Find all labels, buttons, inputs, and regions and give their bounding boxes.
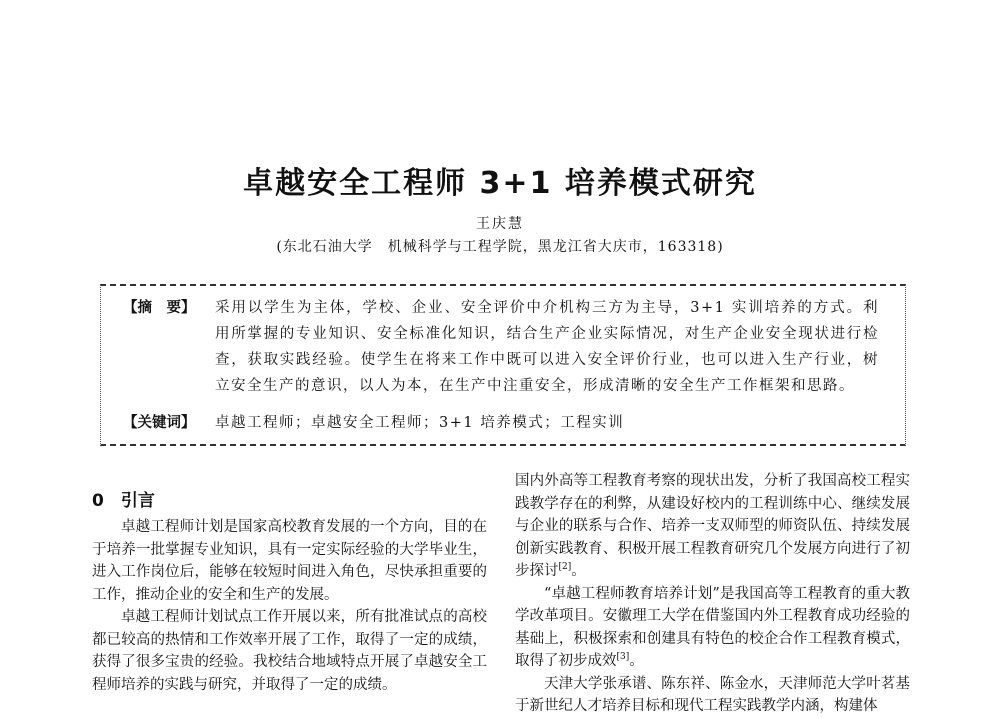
abstract-text: 采用以学生为主体，学校、企业、安全评价中介机构三方为主导，3+1 实训培养的方式。利用所掌握的专业知识、安全标准化知识，结合生产企业实际情况，对生产企业安全现状进行检查，获取实践经验。使学生在将来工作中既可以进入安全评价行业，也可以进入生产行业，树立安全生产的意识，以人为本，在生产中注重安全，形成清晰的安全生产工作框架和思路。	[215, 300, 879, 394]
author-name: 王庆慧	[476, 216, 524, 232]
body-paragraph	[515, 583, 910, 673]
author-affiliation: (东北石油大学 机械科学与工程学院，黑龙江省大庆市，163318)	[276, 239, 724, 255]
paragraph-end: 。	[629, 653, 644, 669]
keywords-label: 【关键词】	[123, 415, 196, 431]
left-column	[92, 516, 487, 696]
body-paragraph	[515, 470, 910, 583]
paragraph-text: “卓越工程师教育培养计划”是我国高等工程教育的重大教学改革项目。安徽理工大学在借鉴国内外工程教育成功经验的基础上，积极探索和创建具有特色的校企合作工程教育模式，取得了初步成效	[515, 585, 910, 669]
right-column	[515, 470, 910, 718]
citation-ref: [2]	[558, 562, 572, 573]
paragraph-end: 。	[571, 563, 586, 579]
keywords-text: 卓越工程师；卓越安全工程师；3+1 培养模式；工程实训	[215, 415, 625, 431]
body-paragraph: 卓越工程师计划是国家高校教育发展的一个方向，目的在于培养一批掌握专业知识，具有一定实际经验的大学毕业生，进入工作岗位后，能够在较短时间进入角色，尽快承担重要的工作，推动企业的安全和生产的发展。	[92, 519, 487, 603]
section-heading-introduction: 0 引言	[92, 491, 155, 511]
paper-title: 卓越安全工程师 3+1 培养模式研究	[243, 166, 757, 201]
body-paragraph: 天津大学张承谱、陈东祥、陈金水，天津师范大学叶茗基于新世纪人才培养目标和现代工程实践教学内涵，构建体	[515, 675, 910, 714]
abstract-box	[100, 284, 906, 446]
body-paragraph: 卓越工程师计划试点工作开展以来，所有批准试点的高校都已较高的热情和工作效率开展了工作，取得了一定的成绩，获得了很多宝贵的经验。我校结合地域特点开展了卓越安全工程师培养的实践与研究，并取得了一定的成绩。	[92, 609, 487, 693]
paragraph-text: 国内外高等工程教育考察的现状出发，分析了我国高校工程实践教学存在的利弊，从建设好校内的工程训练中心、继续发展与企业的联系与合作、培养一支双师型的师资队伍、持续发展创新实践教育、积极开展工程教育研究几个发展方向进行了初步探讨	[515, 473, 910, 579]
abstract-label: 【摘 要】	[123, 300, 196, 316]
citation-ref: [3]	[616, 652, 630, 663]
